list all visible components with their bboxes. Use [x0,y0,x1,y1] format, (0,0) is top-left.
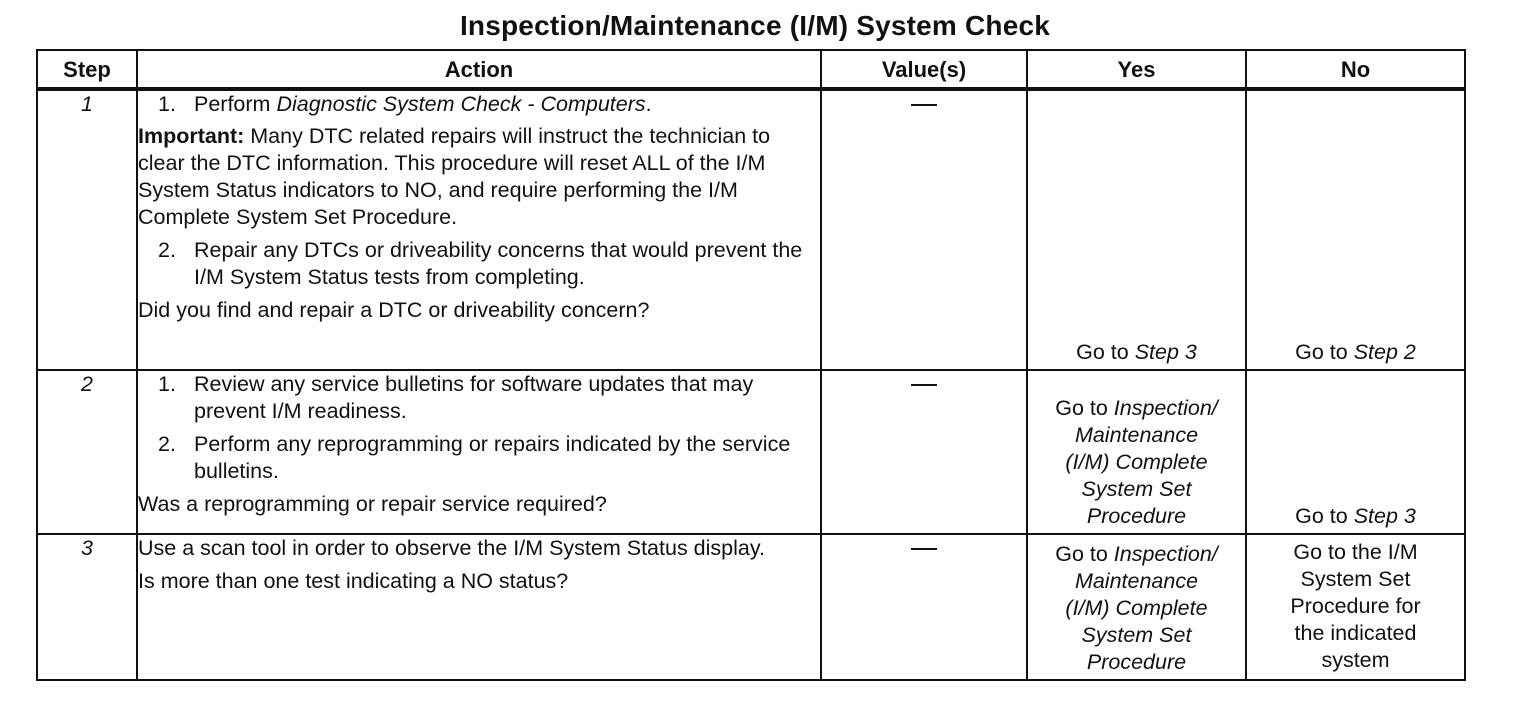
question-text: Is more than one test indicating a NO status? [138,569,569,593]
item-suffix: . [645,92,652,116]
table-row [37,534,1465,680]
step-number: 3 [37,534,137,680]
im-complete-procedure-link[interactable]: Go to Inspection/ Maintenance (I/M) Complete System Set Procedure [1055,542,1218,674]
im-complete-procedure-link[interactable]: Go to Inspection/ Maintenance (I/M) Complete System Set Procedure [1055,396,1218,528]
step-number: 1 [37,89,137,370]
page-title: Inspection/Maintenance (I/M) System Check [459,10,1051,41]
no-prefix: Go to [1295,340,1354,364]
item-text: Perform any reprogramming or repairs indicated by the service bulletins. [194,432,791,483]
table-row [37,89,1465,370]
item-number: 1. [158,372,176,396]
yes-cell [1027,534,1246,680]
action-item [138,371,820,425]
action-item [138,91,820,118]
header-action: Action [137,50,821,89]
header-values: Value(s) [821,50,1027,89]
value-cell [821,370,1027,534]
action-text: Use a scan tool in order to observe the I/M System Status display. [138,536,765,560]
important-text: Many DTC related repairs will instruct the technician to clear the DTC information. This procedure will reset ALL of the I/M System Status indicators to NO, and require performing the I/M Complete System Set Procedure. [138,124,771,229]
item-number: 1. [158,92,176,116]
system-check-table [36,49,1466,681]
action-cell [137,89,821,370]
header-no: No [1246,50,1465,89]
important-label: Important: [138,124,245,148]
header-yes: Yes [1027,50,1246,89]
header-step: Step [37,50,137,89]
yes-cell [1027,370,1246,534]
no-cell [1246,89,1465,370]
important-note [138,123,820,231]
item-text: Repair any DTCs or driveability concerns that would prevent the I/M System Status tests from completing. [194,238,803,289]
item-number: 2. [158,432,176,456]
question-text: Did you find and repair a DTC or driveability concern? [138,298,650,322]
question-text: Was a reprogramming or repair service required? [138,492,607,516]
action-cell [137,370,821,534]
im-system-set-procedure-text: Go to the I/M System Set Procedure for the indicated system [1290,540,1421,672]
item-text: Review any service bulletins for software updates that may prevent I/M readiness. [194,372,754,423]
table-row [37,370,1465,534]
yes-cell [1027,89,1246,370]
value-dash [911,548,937,550]
value-cell [821,89,1027,370]
header-row [37,50,1465,89]
action-item [138,431,820,485]
step-2-link[interactable]: Step 2 [1353,340,1416,364]
no-prefix: Go to [1295,504,1354,528]
no-cell [1246,534,1465,680]
action-cell [137,534,821,680]
item-number: 2. [158,238,176,262]
diagnostic-check-link[interactable]: Diagnostic System Check - Computers [276,92,646,116]
step-3-link[interactable]: Step 3 [1134,340,1197,364]
no-cell [1246,370,1465,534]
step-3-link[interactable]: Step 3 [1353,504,1416,528]
action-item [138,237,820,291]
step-number: 2 [37,370,137,534]
value-dash [911,104,937,106]
item-text: Perform [194,92,277,116]
value-dash [911,384,937,386]
value-cell [821,534,1027,680]
yes-prefix: Go to [1076,340,1135,364]
